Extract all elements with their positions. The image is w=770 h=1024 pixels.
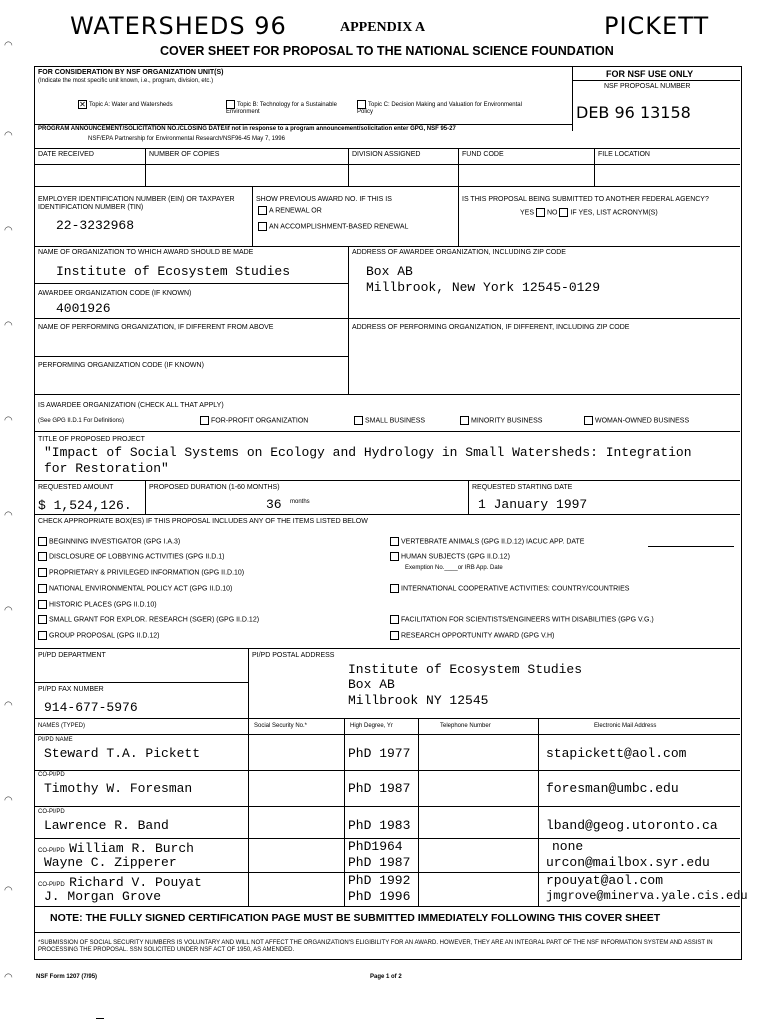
- copies-label: NUMBER OF COPIES: [149, 151, 220, 158]
- copi-role: CO-PI/PD: [38, 809, 65, 815]
- copi-degree[interactable]: PhD 1987: [348, 781, 411, 796]
- duration-unit: months: [290, 499, 310, 505]
- margin-mark: ◠: [4, 225, 13, 236]
- consideration-sub: (Indicate the most specific unit known, i.e., program, division, etc.): [38, 78, 214, 84]
- woman-owned-option[interactable]: WOMAN-OWNED BUSINESS: [584, 416, 689, 425]
- copi-role: CO-PI/PD: [38, 772, 65, 778]
- project-title-label: TITLE OF PROPOSED PROJECT: [38, 436, 145, 443]
- copi-name[interactable]: William R. Burch: [69, 841, 194, 856]
- margin-mark: ◠: [4, 700, 13, 711]
- pi-name[interactable]: Steward T.A. Pickett: [44, 746, 201, 761]
- copi-role: CO-PI/PD: [38, 848, 65, 854]
- handwritten-name: PICKETT: [604, 12, 710, 40]
- org-code-label: AWARDEE ORGANIZATION CODE (IF KNOWN): [38, 290, 192, 297]
- pi-fax[interactable]: 914-677-5976: [44, 700, 138, 715]
- file-location-label: FILE LOCATION: [598, 151, 650, 158]
- margin-mark: ◠: [4, 605, 13, 616]
- pi-fax-label: PI/PD FAX NUMBER: [38, 686, 104, 693]
- start-date[interactable]: 1 January 1997: [478, 497, 588, 512]
- international-option[interactable]: INTERNATIONAL COOPERATIVE ACTIVITIES: COUNTRY/COUNTRIES: [390, 584, 629, 593]
- date-received-label: DATE RECEIVED: [38, 151, 94, 158]
- minority-business-option[interactable]: MINORITY BUSINESS: [460, 416, 542, 425]
- no-checkbox[interactable]: [559, 208, 568, 217]
- nsf-use-only-label: FOR NSF USE ONLY: [606, 69, 694, 79]
- division-label: DIVISION ASSIGNED: [352, 151, 421, 158]
- col-names: NAMES (TYPED): [38, 723, 86, 729]
- perf-org-name-label: NAME OF PERFORMING ORGANIZATION, IF DIFFERENT FROM ABOVE: [38, 324, 274, 331]
- beginning-investigator-option[interactable]: BEGINNING INVESTIGATOR (GPG I.A.3): [38, 537, 180, 546]
- pi-postal-line1[interactable]: Institute of Ecosystem Studies: [348, 662, 583, 677]
- org-name-label: NAME OF ORGANIZATION TO WHICH AWARD SHOULD BE MADE: [38, 249, 254, 256]
- renewal-option[interactable]: A RENEWAL OR: [258, 206, 322, 215]
- vertebrate-option[interactable]: VERTEBRATE ANIMALS (GPG II.D.12) IACUC APP. DATE: [390, 537, 584, 546]
- page-number: Page 1 of 2: [370, 974, 402, 980]
- lobbying-checkbox[interactable]: [38, 552, 47, 561]
- program-value: NSF/EPA Partnership for Environmental Research/NSF96-45 May 7, 1996: [88, 136, 285, 142]
- org-address-label: ADDRESS OF AWARDEE ORGANIZATION, INCLUDING ZIP CODE: [352, 249, 566, 256]
- sger-checkbox[interactable]: [38, 615, 47, 624]
- copi-name-2[interactable]: J. Morgan Grove: [44, 889, 162, 904]
- certification-note: NOTE: THE FULLY SIGNED CERTIFICATION PAGE MUST BE SUBMITTED IMMEDIATELY FOLLOWING THIS COVER SHEET: [50, 912, 661, 924]
- fund-code-label: FUND CODE: [462, 151, 504, 158]
- beginning-investigator-checkbox[interactable]: [38, 537, 47, 546]
- copi-email-2[interactable]: urcon@mailbox.syr.edu: [546, 855, 710, 870]
- margin-mark: ◠: [4, 795, 13, 806]
- copi-email[interactable]: lband@geog.utoronto.ca: [546, 818, 718, 833]
- nepa-checkbox[interactable]: [38, 584, 47, 593]
- copi-degree-2[interactable]: PhD 1987: [348, 855, 411, 870]
- org-address-line1[interactable]: Box AB: [366, 264, 413, 279]
- col-phone: Telephone Number: [440, 723, 491, 729]
- pi-postal-line3[interactable]: Millbrook NY 12545: [348, 693, 489, 708]
- accomplishment-checkbox[interactable]: [258, 222, 267, 231]
- human-subjects-checkbox[interactable]: [390, 552, 399, 561]
- scan-mark: [96, 1018, 104, 1019]
- copi-name[interactable]: Lawrence R. Band: [44, 818, 169, 833]
- group-proposal-checkbox[interactable]: [38, 631, 47, 640]
- margin-mark: ◠: [4, 320, 13, 331]
- topic-b-checkbox[interactable]: [226, 100, 235, 109]
- sger-option[interactable]: SMALL GRANT FOR EXPLOR. RESEARCH (SGER) (GPG II.D.12): [38, 615, 259, 624]
- woman-owned-checkbox[interactable]: [584, 416, 593, 425]
- accomplishment-option[interactable]: AN ACCOMPLISHMENT-BASED RENEWAL: [258, 222, 408, 231]
- col-ssn: Social Security No.*: [254, 723, 308, 729]
- small-business-checkbox[interactable]: [354, 416, 363, 425]
- duration-value[interactable]: 36: [266, 497, 282, 512]
- col-degree: High Degree, Yr: [350, 723, 393, 729]
- for-profit-option[interactable]: FOR-PROFIT ORGANIZATION: [200, 416, 308, 425]
- other-agency-answers[interactable]: YES NO IF YES, LIST ACRONYM(S): [520, 209, 658, 217]
- pi-degree[interactable]: PhD 1977: [348, 746, 411, 761]
- nsf-proposal-number: DEB 96 13158: [576, 103, 691, 122]
- topic-a-option[interactable]: ✕Topic A: Water and Watersheds: [78, 100, 173, 109]
- appendix-label: APPENDIX A: [340, 20, 426, 35]
- org-name[interactable]: Institute of Ecosystem Studies: [56, 264, 291, 279]
- yes-checkbox[interactable]: [536, 208, 545, 217]
- other-agency-label: IS THIS PROPOSAL BEING SUBMITTED TO ANOTHER FEDERAL AGENCY?: [462, 196, 709, 203]
- pi-department-label: PI/PD DEPARTMENT: [38, 652, 106, 659]
- margin-mark: ◠: [4, 415, 13, 426]
- previous-award-label: SHOW PREVIOUS AWARD NO. IF THIS IS: [256, 196, 392, 203]
- facilitation-option[interactable]: FACILITATION FOR SCIENTISTS/ENGINEERS WITH DISABILITIES (GPG V.G.): [390, 615, 654, 624]
- group-proposal-option[interactable]: GROUP PROPOSAL (GPG II.D.12): [38, 631, 159, 640]
- nepa-option[interactable]: NATIONAL ENVIRONMENTAL POLICY ACT (GPG II.D.10): [38, 584, 232, 593]
- pi-postal-label: PI/PD POSTAL ADDRESS: [252, 652, 335, 659]
- page-title: COVER SHEET FOR PROPOSAL TO THE NATIONAL SCIENCE FOUNDATION: [160, 44, 614, 58]
- historic-checkbox[interactable]: [38, 600, 47, 609]
- pi-email[interactable]: stapickett@aol.com: [546, 746, 687, 761]
- org-address-line2[interactable]: Millbrook, New York 12545-0129: [366, 280, 601, 295]
- copi-email[interactable]: none: [552, 839, 584, 854]
- nsf-proposal-number-label: NSF PROPOSAL NUMBER: [604, 83, 691, 90]
- topic-c-checkbox[interactable]: [357, 100, 366, 109]
- pi-postal-line2[interactable]: Box AB: [348, 677, 395, 692]
- copi-degree-2[interactable]: PhD 1996: [348, 889, 411, 904]
- perf-org-address-label: ADDRESS OF PERFORMING ORGANIZATION, IF DIFFERENT, INCLUDING ZIP CODE: [352, 324, 630, 331]
- topic-a-checkbox[interactable]: [78, 100, 87, 109]
- project-title-line1[interactable]: "Impact of Social Systems on Ecology and Hydrology in Small Watersheds: Integration: [44, 445, 692, 460]
- col-email: Electronic Mail Address: [594, 723, 657, 729]
- margin-mark: ◠: [4, 885, 13, 896]
- items-label: CHECK APPROPRIATE BOX(ES) IF THIS PROPOSAL INCLUDES ANY OF THE ITEMS LISTED BELOW: [38, 518, 368, 525]
- duration-label: PROPOSED DURATION (1-60 MONTHS): [149, 484, 280, 491]
- copi-degree[interactable]: PhD 1983: [348, 818, 411, 833]
- copi-email[interactable]: foresman@umbc.edu: [546, 781, 679, 796]
- copi-name-2[interactable]: Wayne C. Zipperer: [44, 855, 177, 870]
- topic-c-option[interactable]: Topic C: Decision Making and Valuation for Environmental Policy: [357, 100, 537, 116]
- facilitation-checkbox[interactable]: [390, 615, 399, 624]
- margin-mark: ◠: [4, 130, 13, 141]
- minority-business-checkbox[interactable]: [460, 416, 469, 425]
- copi-name[interactable]: Timothy W. Foresman: [44, 781, 193, 796]
- copi-email[interactable]: rpouyat@aol.com: [546, 873, 664, 888]
- exemption-label: Exemption No.____or IRB App. Date: [405, 565, 503, 571]
- start-date-label: REQUESTED STARTING DATE: [472, 484, 573, 491]
- requested-amount-label: REQUESTED AMOUNT: [38, 484, 114, 491]
- proprietary-option[interactable]: PROPRIETARY & PRIVILEGED INFORMATION (GPG II.D.10): [38, 568, 244, 577]
- perf-org-code-label: PERFORMING ORGANIZATION CODE (IF KNOWN): [38, 362, 204, 369]
- ssn-footnote: *SUBMISSION OF SOCIAL SECURITY NUMBERS IS VOLUNTARY AND WILL NOT AFFECT THE ORGANIZATION'S ELIGIBILITY FOR AN AWARD. HOWEVER, THEY ARE AN INTEGRAL PART OF THE NSF INFORMATION SYSTEM AND ASSIST IN PROCESSING THE PROPOSAL. SSN SOLICITED UNDER NSF ACT OF 1950, AS AMENDED.: [38, 940, 713, 953]
- small-business-option[interactable]: SMALL BUSINESS: [354, 416, 425, 425]
- topic-b-option[interactable]: Topic B: Technology for a Sustainable Environment: [226, 100, 344, 116]
- consideration-label: FOR CONSIDERATION BY NSF ORGANIZATION UNIT(S): [38, 69, 224, 76]
- renewal-checkbox[interactable]: [258, 206, 267, 215]
- ein-value[interactable]: 22-3232968: [56, 218, 135, 233]
- program-label: PROGRAM ANNOUNCEMENT/SOLICITATION NO./CLOSING DATE/if not in response to a program announcement/solicitation enter GPG, NSF 95-27: [38, 126, 456, 132]
- lobbying-option[interactable]: DISCLOSURE OF LOBBYING ACTIVITIES (GPG II.D.1): [38, 552, 224, 561]
- historic-option[interactable]: HISTORIC PLACES (GPG II.D.10): [38, 600, 157, 609]
- roa-checkbox[interactable]: [390, 631, 399, 640]
- international-checkbox[interactable]: [390, 584, 399, 593]
- vertebrate-checkbox[interactable]: [390, 537, 399, 546]
- margin-mark: ◠: [4, 972, 13, 983]
- copi-degree[interactable]: PhD 1992: [348, 873, 411, 888]
- handwritten-title: WATERSHEDS 96: [70, 12, 287, 40]
- human-subjects-option[interactable]: HUMAN SUBJECTS (GPG II.D.12): [390, 552, 510, 561]
- project-title-line2[interactable]: for Restoration": [44, 461, 169, 476]
- awardee-type-label: IS AWARDEE ORGANIZATION (CHECK ALL THAT APPLY): [38, 402, 224, 409]
- form-number: NSF Form 1207 (7/95): [36, 974, 98, 980]
- ein-label: EMPLOYER IDENTIFICATION NUMBER (EIN) OR TAXPAYER IDENTIFICATION NUMBER (TIN): [38, 196, 235, 211]
- proprietary-checkbox[interactable]: [38, 568, 47, 577]
- copi-degree[interactable]: PhD1964: [348, 839, 403, 854]
- copi-name[interactable]: Richard V. Pouyat: [69, 875, 202, 890]
- roa-option[interactable]: RESEARCH OPPORTUNITY AWARD (GPG V.H): [390, 631, 554, 640]
- copi-email-2[interactable]: jmgrove@minerva.yale.cis.edu: [546, 889, 748, 903]
- org-code[interactable]: 4001926: [56, 301, 111, 316]
- awardee-type-sub: (See GPG II.D.1 For Definitions): [38, 418, 125, 424]
- for-profit-checkbox[interactable]: [200, 416, 209, 425]
- copi-role: CO-PI/PD: [38, 882, 65, 888]
- margin-mark: ◠: [4, 510, 13, 521]
- margin-mark: ◠: [4, 40, 13, 51]
- pi-role: PI/PD NAME: [38, 737, 73, 743]
- requested-amount[interactable]: $ 1,524,126.: [38, 498, 132, 513]
